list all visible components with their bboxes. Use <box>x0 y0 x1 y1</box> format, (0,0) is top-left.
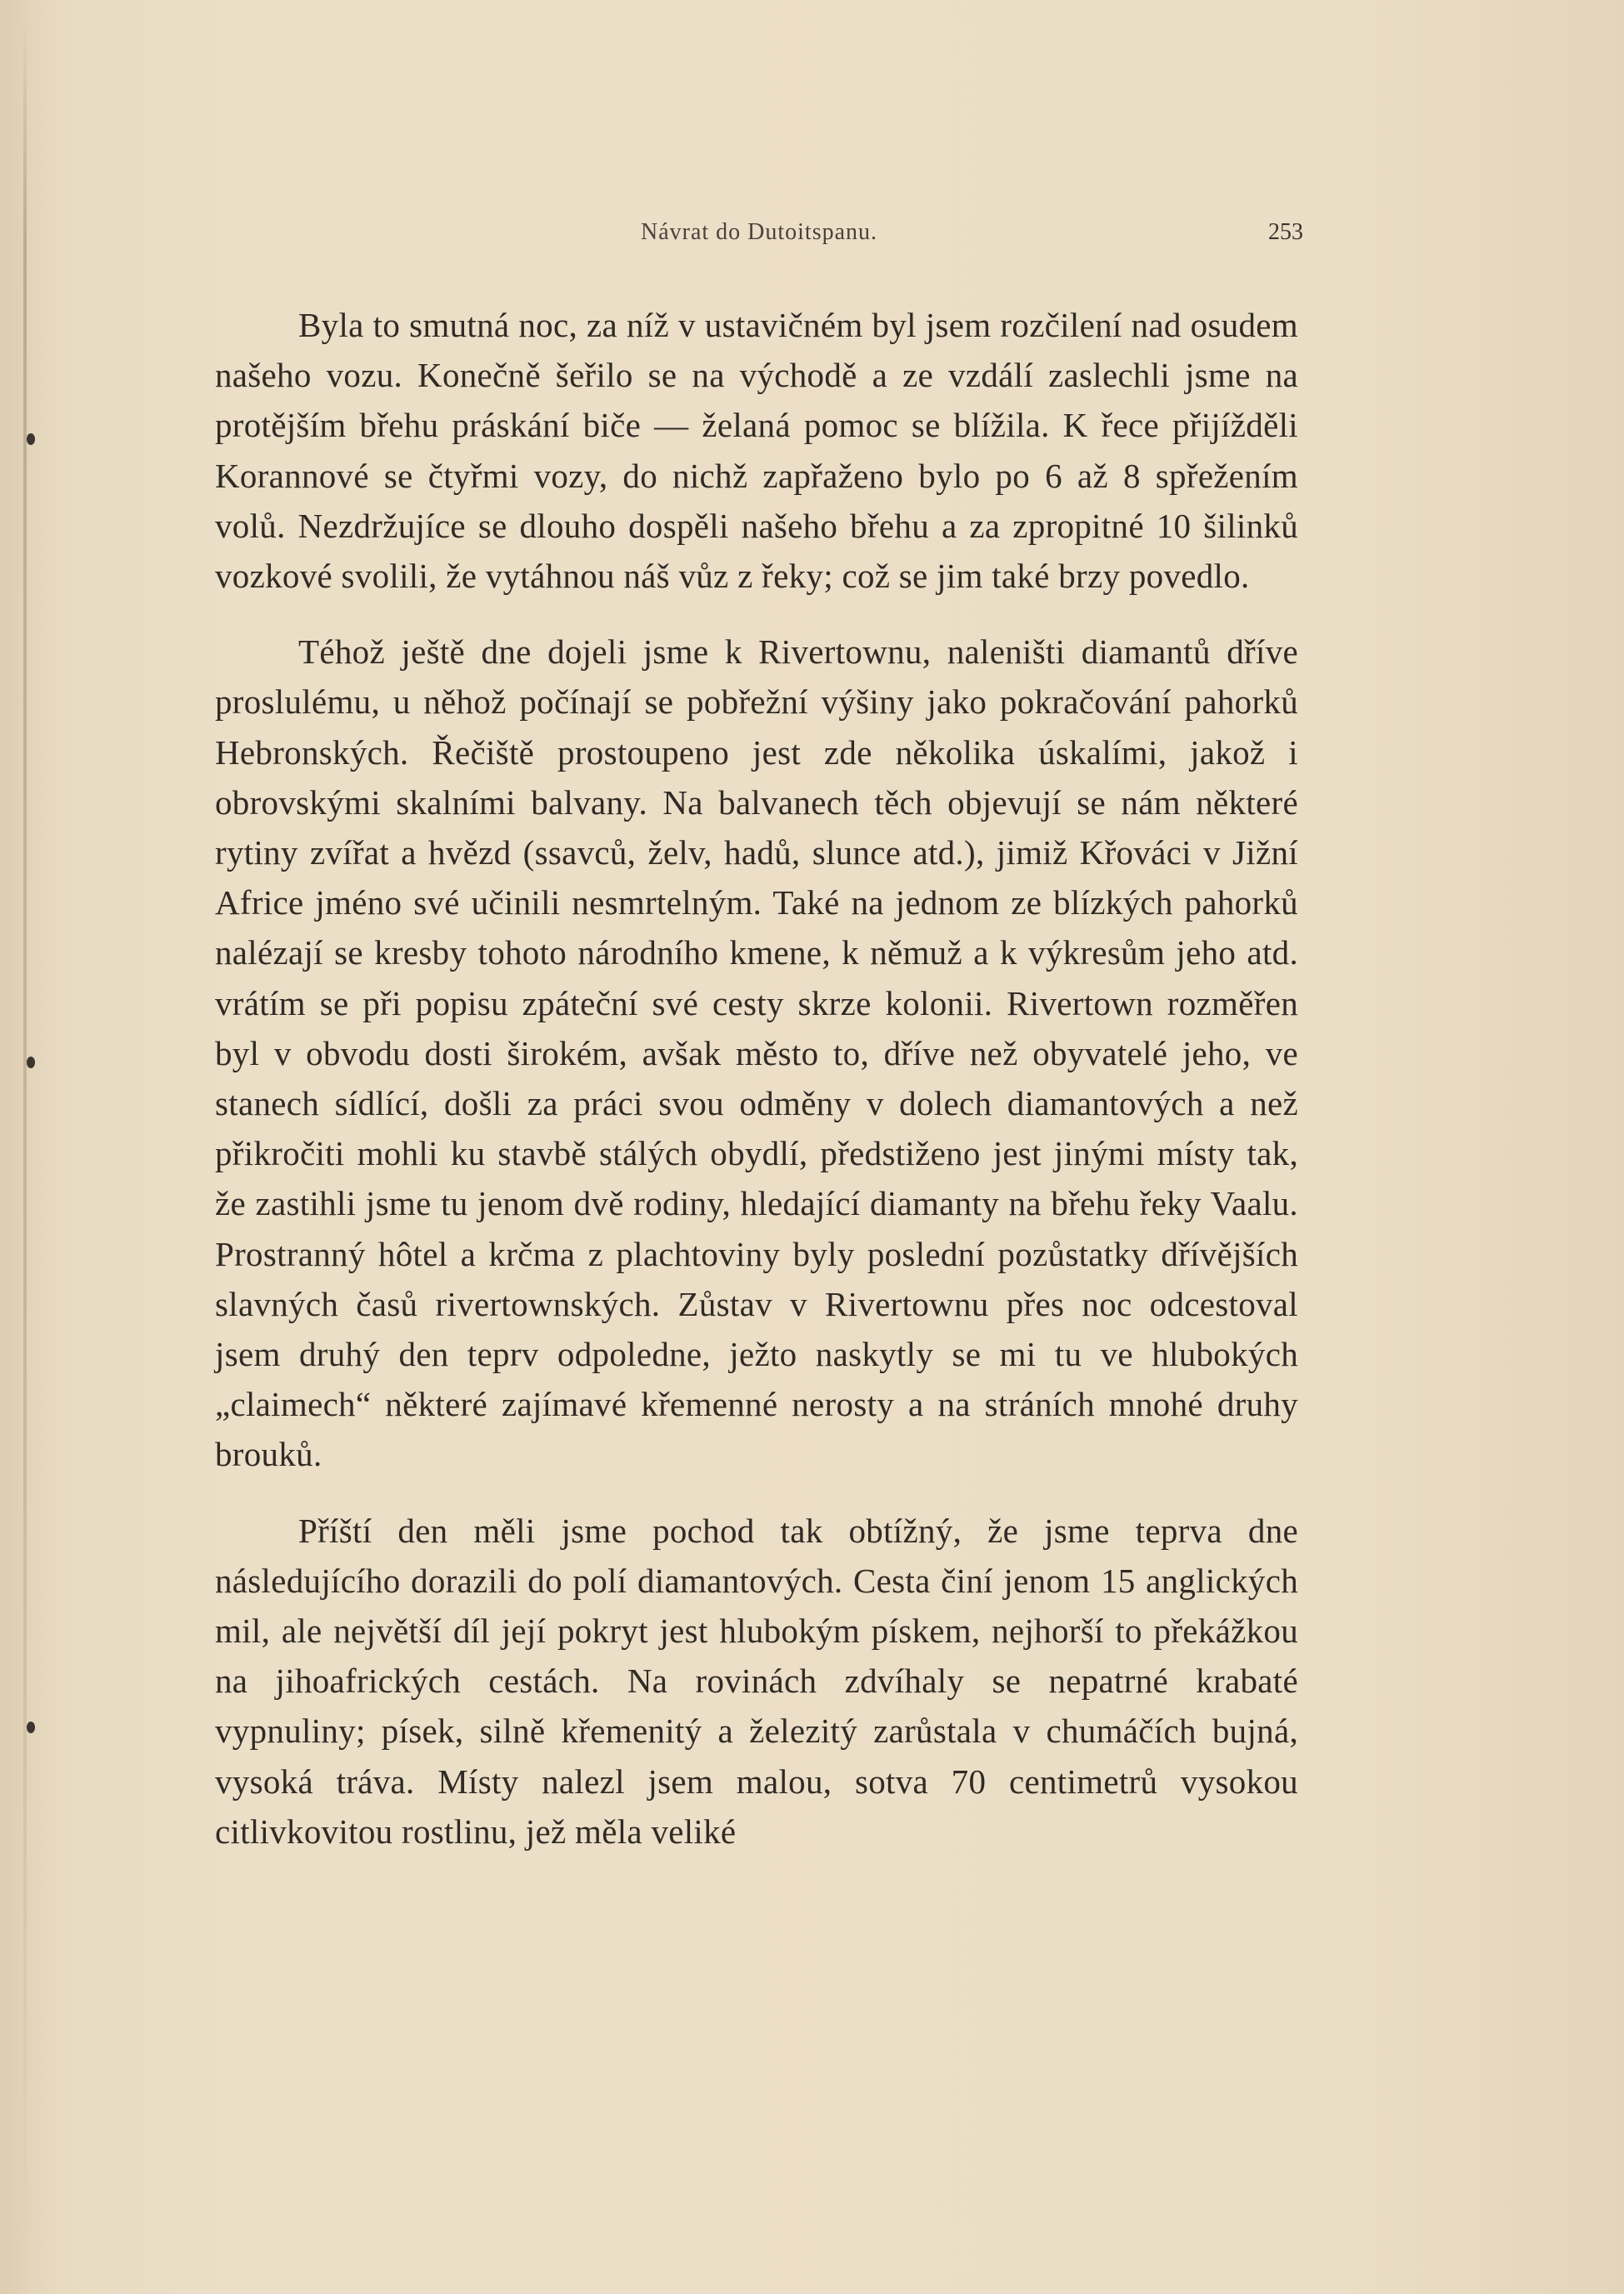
page-number: 253 <box>1268 219 1303 245</box>
binding-edge <box>23 17 27 2267</box>
paragraph: Příští den měli jsme pochod tak obtížný, že jsme teprva dne následujícího dorazili do polí diamantových. Cesta činí jenom 15 anglických mil, ale největší díl její pokryt jest hlubokým pískem, nejhorší to překážkou na jihoafrických cestách. Na rovinách zdvíhaly se nepatrné krabaté vypnuliny; písek, silně křemenitý a železitý zarůstala v chumáčích bujná, vysoká tráva. Místy nalezl jsem malou, sotva 70 centimetrů vysokou citlivkovitou rostlinu, jež měla veliké <box>215 1511 1298 1851</box>
paragraph: Téhož ještě dne dojeli jsme k Rivertownu, naleništi diamantů dříve proslulému, u něhož počínají se pobřežní výšiny jako pokračování pahorků Hebronských. Řečiště prostoupeno jest zde několika úskalími, jakož i obrovskými skalními balvany. Na balvanech těch objevují se nám některé rytiny zvířat a hvězd (ssavců, želv, hadů, slunce atd.), jimiž Křováci v Jižní Africe jméno své učinili nesmrtelným. Také na jednom ze blízkých pahorků nalézají se kresby tohoto národního kmene, k němuž a k výkresům jeho atd. vrátím se při popisu zpáteční své cesty skrze kolonii. Rivertown rozměřen byl v obvodu dosti širokém, avšak město to, dříve než obyvatelé jeho, ve stanech sídlící, došli za práci svou odměny v dolech diamantových a než přikročiti mohli ku stavbě stálých obydlí, předstiženo jest jinými místy tak, že zastihli jsme tu jenom dvě rodiny, hledající diamanty na břehu řeky Vaalu. Prostranný hôtel a krčma z plachtoviny byly poslední pozůstatky dřívějších slavných časů rivertownských. Zůstav v Rivertownu přes noc odcestoval jsem druhý den teprv odpoledne, ježto naskytly se mi tu ve hlubokých „claimech“ některé zajímavé křemenné nerosty a na stráních mnohé druhy brouků. <box>215 632 1298 1474</box>
page-header <box>215 219 1303 252</box>
body-text <box>215 300 1298 1882</box>
binding-dot <box>27 1057 35 1068</box>
binding-dot <box>27 433 35 445</box>
paragraph: Byla to smutná noc, za níž v ustavičném byl jsem rozčilení nad osudem našeho vozu. Konečně šeřilo se na východě a ze vzdálí zaslechli jsme na protějším břehu práskání biče — želaná pomoc se blížila. K řece přijížděli Korannové se čtyřmi vozy, do nichž zapřaženo bylo po 6 až 8 spřežením volů. Nezdržujíce se dlouho dospěli našeho břehu a za zpropitné 10 šilinků vozkové svolili, že vytáhnou náš vůz z řeky; což se jim také brzy povedlo. <box>215 306 1298 596</box>
binding-dot <box>27 1722 35 1733</box>
running-title: Návrat do Dutoitspanu. <box>640 219 878 245</box>
